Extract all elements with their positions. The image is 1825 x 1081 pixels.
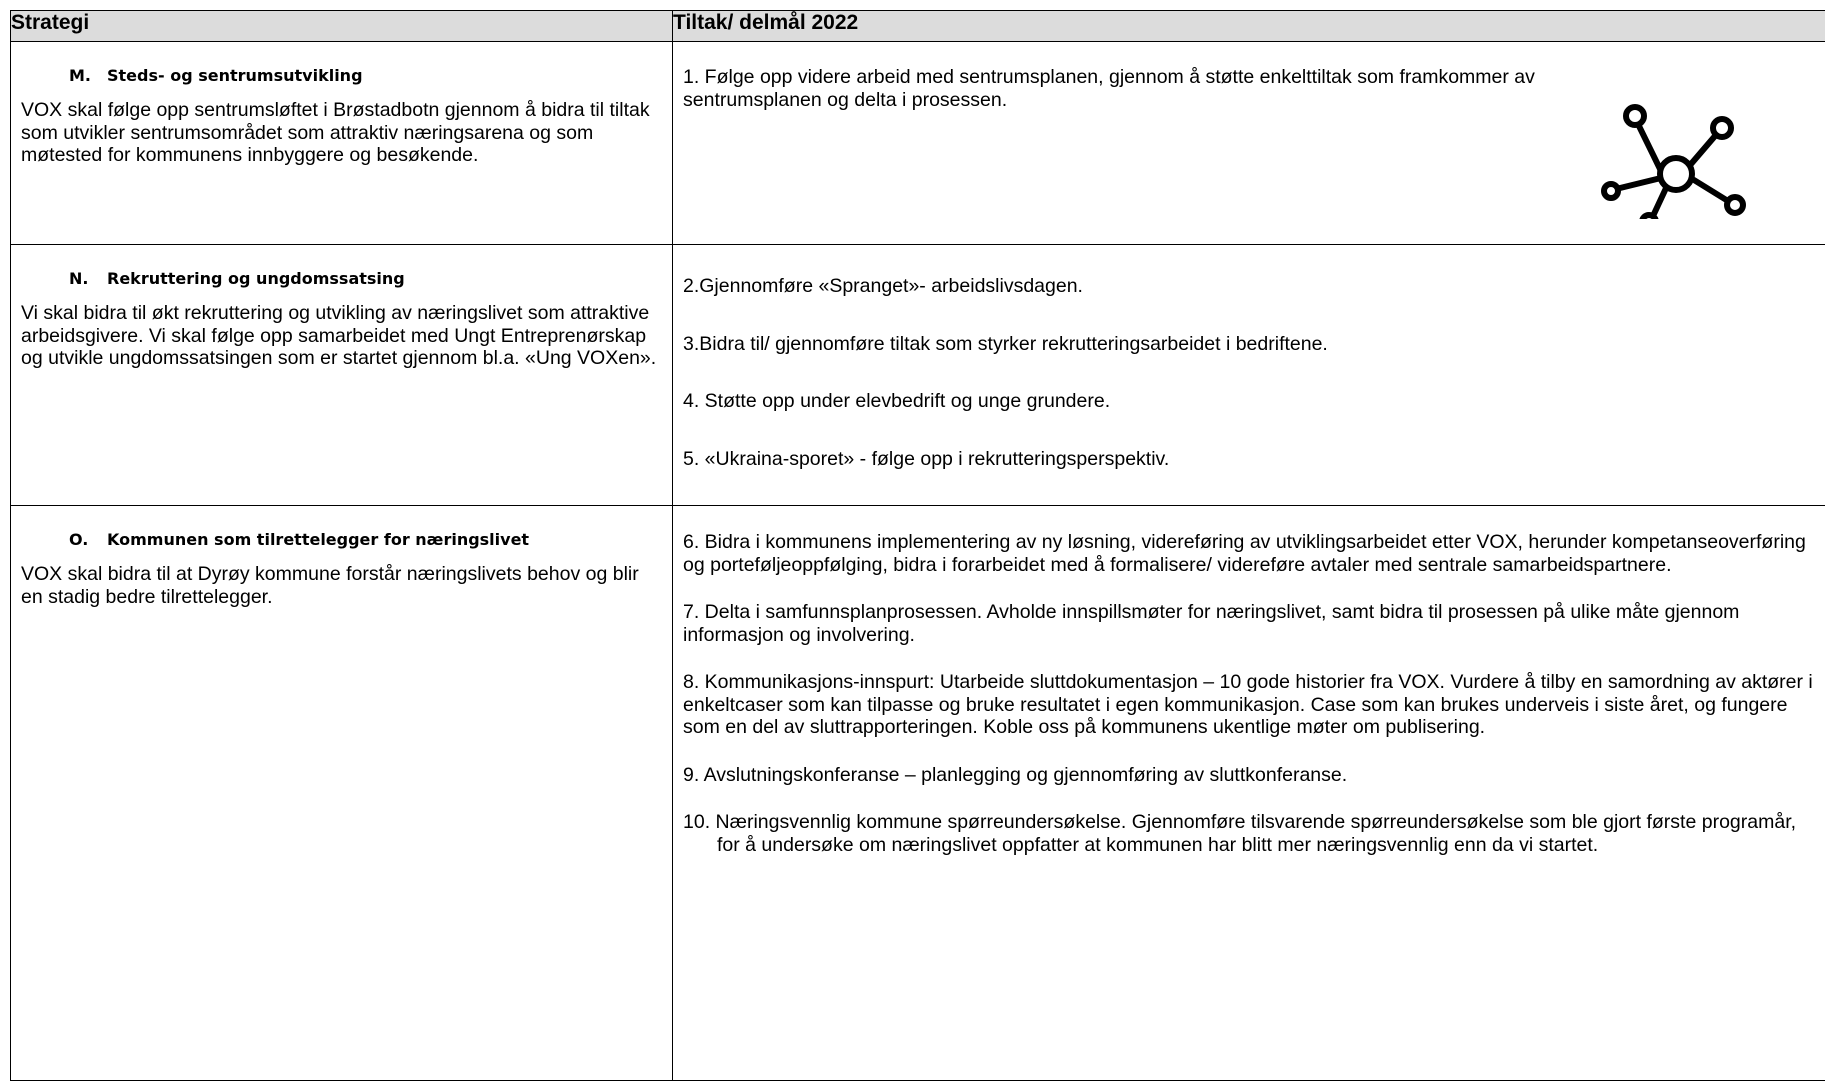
- strategy-title: Steds- og sentrumsutvikling: [107, 66, 363, 85]
- strategy-description: Vi skal bidra til økt rekruttering og utvikling av næringslivet som attraktive arbeidsgivere. Vi skal følge opp samarbeidet med Ungt Entreprenørskap og utvikle ungdomssatsingen som er startet gjennom bl.a. «Ung VOXen».: [21, 302, 658, 370]
- measure-item: 7. Delta i samfunnsplanprosessen. Avholde innspillsmøter for næringslivet, samt bidra til prosessen på ulike måte gjennom informasjon og involvering.: [683, 601, 1815, 646]
- strategy-letter: N.: [69, 269, 107, 288]
- table-row: [11, 245, 1825, 506]
- strategy-letter: M.: [69, 66, 107, 85]
- strategy-cell: [11, 245, 673, 506]
- strategy-description: VOX skal bidra til at Dyrøy kommune forstår næringslivets behov og blir en stadig bedre tilrettelegger.: [21, 563, 658, 608]
- strategy-heading: [69, 66, 658, 85]
- strategy-description: VOX skal følge opp sentrumsløftet i Brøstadbotn gjennom å bidra til tiltak som utvikler sentrumsområdet som attraktiv næringsarena og som møtested for kommunens innbyggere og besøkende.: [21, 99, 658, 167]
- measure-item: 3.Bidra til/ gjennomføre tiltak som styrker rekrutteringsarbeidet i bedriftene.: [683, 333, 1815, 356]
- measure-item: 10. Næringsvennlig kommune spørreundersøkelse. Gjennomføre tilsvarende spørreundersøkelse som ble gjort første programår, for å undersøke om næringslivet oppfatter at kommunen har blitt mer næringsvennlig enn da vi startet.: [683, 811, 1815, 856]
- table-row: [11, 42, 1825, 245]
- table-header-row: [11, 11, 1825, 42]
- strategy-cell: [11, 506, 673, 1081]
- header-strategi: Strategi: [11, 11, 673, 42]
- measures-list: [683, 245, 1815, 470]
- measures-list: [683, 506, 1815, 856]
- measures-cell: [673, 245, 1825, 506]
- measure-item: 2.Gjennomføre «Spranget»- arbeidslivsdagen.: [683, 275, 1815, 298]
- strategy-table: [10, 10, 1825, 1081]
- header-tiltak: Tiltak/ delmål 2022: [673, 11, 1825, 42]
- strategy-title: Kommunen som tilrettelegger for næringslivet: [107, 530, 529, 549]
- measure-item: 1. Følge opp videre arbeid med sentrumsplanen, gjennom å støtte enkelttiltak som framkommer av sentrumsplanen og delta i prosessen.: [683, 66, 1543, 111]
- measures-cell: [673, 42, 1825, 245]
- strategy-heading: [69, 269, 658, 288]
- table-row: [11, 506, 1825, 1081]
- strategy-heading: [69, 530, 658, 549]
- strategy-letter: O.: [69, 530, 107, 549]
- measures-cell: [673, 506, 1825, 1081]
- measure-item: 8. Kommunikasjons-innspurt: Utarbeide sluttdokumentasjon – 10 gode historier fra VOX. Vurdere å tilby en samordning av aktører i enkeltcaser som kan tilpasse og bruke resultatet i egen kommunikasjon. Case som kan brukes underveis i siste året, og fungere som en del av sluttrapporteringen. Koble oss på kommunens ukentlige møter om publisering.: [683, 671, 1815, 739]
- network-icon: [1601, 94, 1751, 219]
- measure-item: 5. «Ukraina-sporet» - følge opp i rekrutteringsperspektiv.: [683, 448, 1815, 471]
- measure-item: 4. Støtte opp under elevbedrift og unge grundere.: [683, 390, 1815, 413]
- strategy-cell: [11, 42, 673, 245]
- strategy-title: Rekruttering og ungdomssatsing: [107, 269, 405, 288]
- measure-item: 9. Avslutningskonferanse – planlegging og gjennomføring av sluttkonferanse.: [683, 764, 1815, 787]
- measure-item: 6. Bidra i kommunens implementering av ny løsning, videreføring av utviklingsarbeidet etter VOX, herunder kompetanseoverføring og porteføljeoppfølging, bidra i forarbeidet med å formalisere/ videreføre avtaler med sentrale samarbeidspartnere.: [683, 531, 1815, 576]
